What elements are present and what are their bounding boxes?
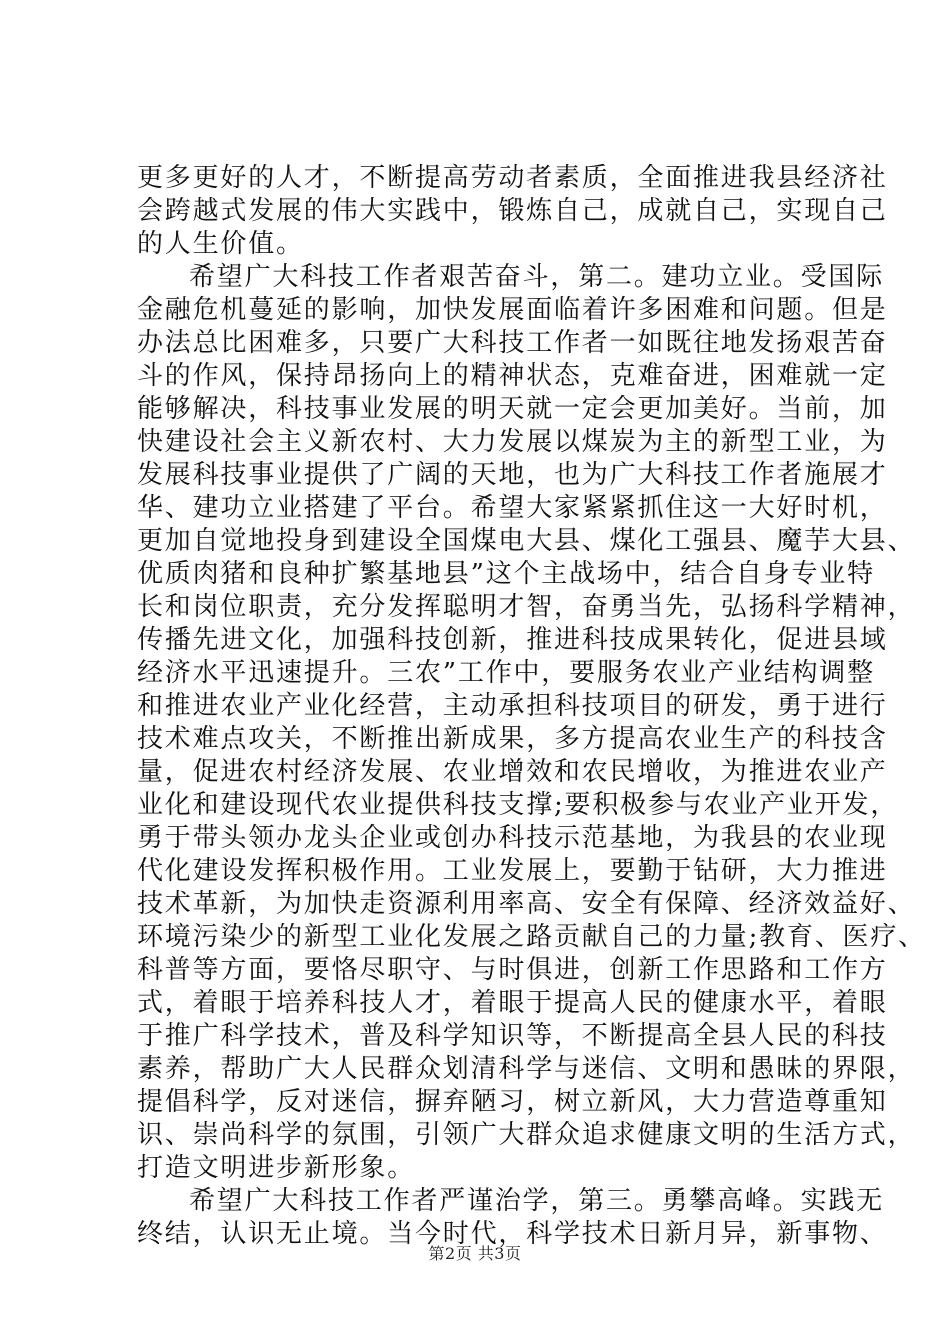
text-line: 和推进农业产业化经营，主动承担科技项目的研发，勇于进行	[137, 691, 888, 721]
text-line: 打造文明进步新形象。	[137, 1153, 416, 1183]
text-line: 量，促进农村经济发展、农业增效和农民增收，为推进农业产	[137, 757, 888, 787]
page-footer	[0, 1244, 950, 1264]
text-line: 金融危机蔓延的影响，加快发展面临着许多困难和问题。但是	[137, 295, 888, 325]
text-line: 传播先进文化，加强科技创新，推进科技成果转化，促进县域	[137, 625, 888, 655]
text-line: 办法总比困难多，只要广大科技工作者一如既往地发扬艰苦奋	[137, 328, 888, 358]
text-line: 更多更好的人才，不断提高劳动者素质，全面推进我县经济社	[137, 163, 888, 193]
paragraph-first-line: 希望广大科技工作者严谨治学，第三。勇攀高峰。实践无	[189, 1186, 885, 1216]
text-line: 发展科技事业提供了广阔的天地，也为广大科技工作者施展才	[137, 460, 888, 490]
text-line: 业化和建设现代农业提供科技支撑;要积极参与农业产业开发，	[137, 790, 899, 820]
text-line: 提倡科学，反对迷信，摒弃陋习，树立新风，大力营造尊重知	[137, 1087, 888, 1117]
text-line: 斗的作风，保持昂扬向上的精神状态，克难奋进，困难就一定	[137, 361, 888, 391]
text-line: 技术难点攻关，不断推出新成果，多方提高农业生产的科技含	[137, 724, 888, 754]
text-line: 终结，认识无止境。当今时代，科学技术日新月异，新事物、	[137, 1219, 888, 1249]
text-line: 于推广科学技术，普及科学知识等，不断提高全县人民的科技	[137, 1021, 888, 1051]
text-line: 环境污染少的新型工业化发展之路贡献自己的力量;教育、医疗、	[137, 922, 926, 952]
text-line: 技术革新，为加快走资源利用率高、安全有保障、经济效益好、	[137, 889, 916, 919]
text-line: 识、崇尚科学的氛围，引领广大群众追求健康文明的生活方式，	[137, 1120, 916, 1150]
text-line: 优质肉猪和良种扩繁基地县”这个主战场中，结合自身专业特	[137, 559, 875, 589]
text-line: 能够解决，科技事业发展的明天就一定会更加美好。当前，加	[137, 394, 888, 424]
text-line: 勇于带头领办龙头企业或创办科技示范基地，为我县的农业现	[137, 823, 888, 853]
text-line: 代化建设发挥积极作用。工业发展上，要勤于钻研，大力推进	[137, 856, 888, 886]
text-line: 的人生价值。	[137, 229, 304, 259]
text-line: 式，着眼于培养科技人才，着眼于提高人民的健康水平，着眼	[137, 988, 888, 1018]
text-line: 华、建功立业搭建了平台。希望大家紧紧抓住这一大好时机，	[137, 493, 888, 523]
text-line: 会跨越式发展的伟大实践中，锻炼自己，成就自己，实现自己	[137, 196, 888, 226]
body-text	[137, 162, 926, 1251]
text-line: 长和岗位职责，充分发挥聪明才智，奋勇当先，弘扬科学精神，	[137, 592, 916, 622]
page-number: 第2页 共3页	[428, 1244, 522, 1263]
text-line: 素养，帮助广大人民群众划清科学与迷信、文明和愚昧的界限，	[137, 1054, 916, 1084]
text-line: 更加自觉地投身到建设全国煤电大县、煤化工强县、魔芋大县、	[137, 526, 916, 556]
paragraph-first-line: 希望广大科技工作者艰苦奋斗，第二。建功立业。受国际	[189, 262, 885, 292]
text-line: 快建设社会主义新农村、大力发展以煤炭为主的新型工业，为	[137, 427, 888, 457]
text-line: 经济水平迅速提升。三农”工作中，要服务农业产业结构调整	[137, 658, 875, 688]
text-line: 科普等方面，要恪尽职守、与时俱进，创新工作思路和工作方	[137, 955, 888, 985]
